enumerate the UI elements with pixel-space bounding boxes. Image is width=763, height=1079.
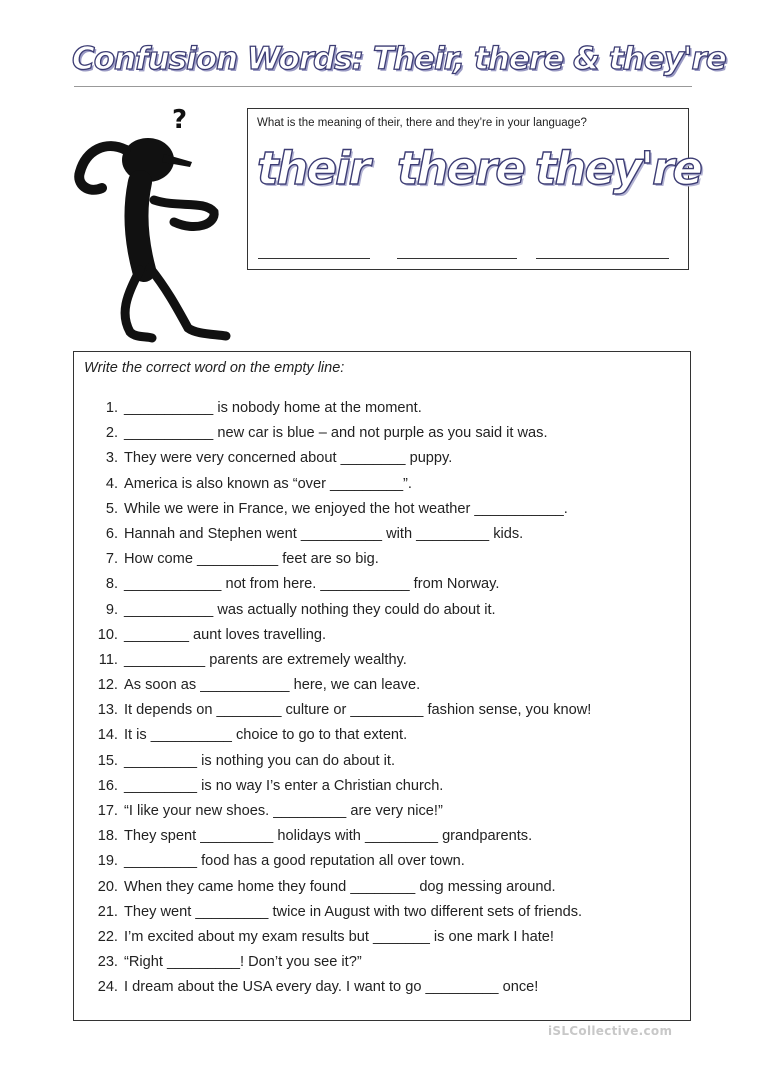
item-number: 13.	[97, 702, 118, 719]
item-text: As soon as ___________ here, we can leave.	[124, 677, 421, 694]
exercise-item[interactable]	[74, 623, 690, 648]
item-number: 15.	[97, 752, 118, 769]
item-number: 11.	[98, 651, 118, 668]
word-their: their	[257, 142, 369, 195]
exercise-item[interactable]	[74, 698, 690, 723]
exercise-item[interactable]	[74, 472, 690, 497]
item-text: When they came home they found ________ dog messing around.	[124, 878, 556, 895]
exercise-item[interactable]	[74, 598, 690, 623]
exercise-item[interactable]	[74, 396, 690, 421]
item-text: It depends on ________ culture or _________ fashion sense, you know!	[124, 702, 592, 719]
item-number: 21.	[97, 903, 118, 920]
exercise-list	[74, 396, 690, 1001]
item-number: 1.	[105, 400, 118, 416]
exercise-item[interactable]	[74, 925, 690, 950]
answer-line-there[interactable]	[397, 258, 517, 259]
item-text: _________ is no way I’s enter a Christian church.	[124, 777, 444, 794]
answer-line-their[interactable]	[258, 258, 370, 259]
exercise-item[interactable]	[74, 421, 690, 446]
exercise-item[interactable]	[74, 673, 690, 698]
item-text: ___________ was actually nothing they could do about it.	[124, 601, 496, 618]
word-there: there	[397, 142, 524, 195]
item-text: ________ aunt loves travelling.	[124, 626, 327, 643]
item-number: 10.	[97, 626, 118, 643]
item-number: 16.	[97, 777, 118, 794]
item-text: They spent _________ holidays with _________ grandparents.	[124, 828, 533, 845]
item-text: _________ is nothing you can do about it.	[124, 752, 396, 769]
answer-line-theyre[interactable]	[536, 258, 669, 259]
item-text: _________ food has a good reputation all over town.	[124, 853, 465, 870]
item-number: 19.	[97, 853, 118, 870]
item-number: 24.	[97, 979, 118, 996]
item-text: “I like your new shoes. _________ are very nice!”	[124, 803, 443, 819]
item-number: 18.	[97, 828, 118, 845]
item-number: 3.	[105, 450, 118, 467]
exercise-item[interactable]	[74, 975, 690, 1000]
item-text: I dream about the USA every day. I want to go _________ once!	[124, 979, 539, 996]
worksheet-title: Confusion Words: Their, there & they're	[72, 41, 726, 77]
item-number: 20.	[97, 878, 118, 895]
exercise-item[interactable]	[74, 774, 690, 799]
item-number: 17.	[97, 803, 118, 819]
item-number: 2.	[105, 425, 118, 442]
item-text: “Right _________! Don’t you see it?”	[124, 954, 362, 971]
item-number: 5.	[105, 500, 118, 517]
exercise-item[interactable]	[74, 875, 690, 900]
item-text: They were very concerned about ________ puppy.	[124, 450, 453, 467]
meaning-box	[247, 108, 701, 270]
exercise-item[interactable]	[74, 900, 690, 925]
exercise-item[interactable]	[74, 446, 690, 471]
title-divider	[74, 86, 692, 87]
item-text: ___________ is nobody home at the moment.	[124, 400, 422, 416]
item-number: 12.	[97, 677, 118, 694]
site-watermark: iSLCollective.com	[548, 1024, 673, 1038]
item-number: 14.	[97, 727, 118, 744]
word-theyre: they're	[535, 142, 701, 195]
item-text: They went _________ twice in August with two different sets of friends.	[124, 903, 583, 920]
exercise-item[interactable]	[74, 749, 690, 774]
exercise-item[interactable]	[74, 824, 690, 849]
item-text: How come __________ feet are so big.	[124, 551, 379, 568]
item-number: 6.	[105, 525, 118, 542]
item-text: ___________ new car is blue – and not purple as you said it was.	[124, 425, 548, 442]
exercise-instruction: Write the correct word on the empty line:	[84, 360, 345, 376]
item-text: It is __________ choice to go to that extent.	[124, 727, 408, 744]
item-text: Hannah and Stephen went __________ with _________ kids.	[124, 525, 524, 542]
item-text: __________ parents are extremely wealthy.	[124, 651, 407, 668]
exercise-item[interactable]	[74, 572, 690, 597]
meaning-question: What is the meaning of their, there and they’re in your language?	[257, 117, 587, 129]
item-text: America is also known as “over _________”.	[124, 475, 412, 492]
item-text: ____________ not from here. ___________ from Norway.	[124, 576, 500, 593]
exercise-item[interactable]	[74, 497, 690, 522]
exercise-item[interactable]	[74, 522, 690, 547]
exercise-item[interactable]	[74, 547, 690, 572]
exercise-item[interactable]	[74, 950, 690, 975]
confused-stick-figure-icon	[66, 100, 236, 345]
item-number: 4.	[105, 475, 118, 492]
svg-text:?: ?	[172, 105, 188, 135]
exercise-item[interactable]	[74, 723, 690, 748]
exercise-item[interactable]	[74, 648, 690, 673]
item-number: 7.	[105, 551, 118, 568]
item-text: While we were in France, we enjoyed the hot weather ___________.	[124, 500, 568, 517]
exercise-item[interactable]	[74, 799, 690, 824]
item-number: 8.	[105, 576, 118, 593]
item-number: 23.	[97, 954, 118, 971]
exercise-item[interactable]	[74, 849, 690, 874]
item-number: 9.	[105, 601, 118, 618]
item-number: 22.	[97, 928, 118, 945]
exercise-box	[73, 351, 691, 1021]
item-text: I’m excited about my exam results but _______ is one mark I hate!	[124, 928, 554, 945]
